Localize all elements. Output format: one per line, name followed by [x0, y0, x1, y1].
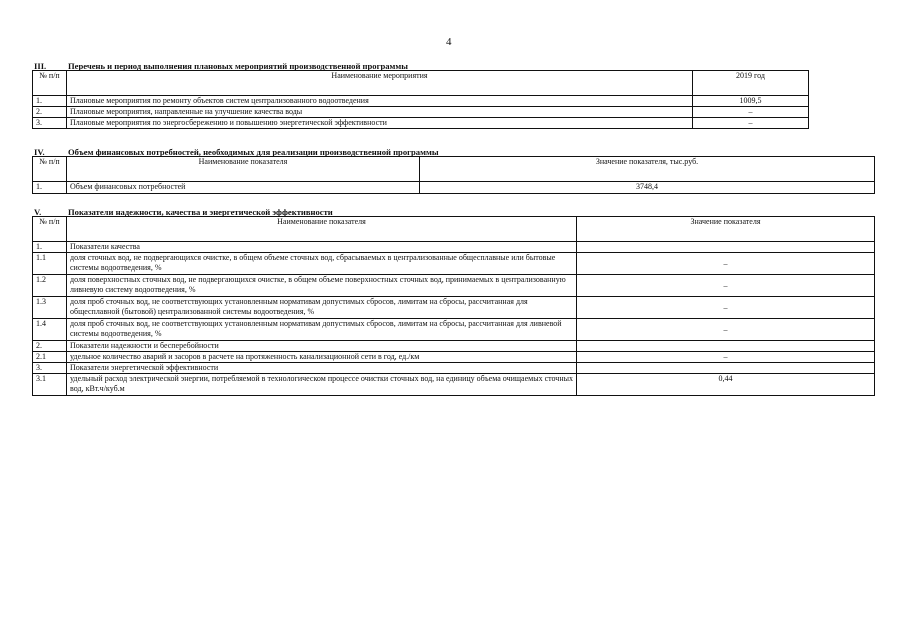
table-row: [33, 297, 875, 319]
section-5-table: [32, 216, 875, 396]
section-5-number: V.: [34, 207, 42, 217]
table-row: [33, 363, 875, 374]
header-num: № п/п: [33, 157, 67, 182]
table-row: [33, 374, 875, 396]
row-name: доля поверхностных сточных вод, не подвергающихся очистке, в общем объеме поверхностных сточных вод, принимаемых в централизованную ливневую систему водоотведения, %: [67, 275, 577, 297]
header-value: Значение показателя, тыс.руб.: [420, 157, 875, 182]
row-name: Показатели энергетической эффективности: [67, 363, 577, 374]
section-4-title-text: Объем финансовых потребностей, необходимых для реализации производственной программы: [68, 147, 439, 157]
row-value: [577, 363, 875, 374]
section-5-title-text: Показатели надежности, качества и энергетической эффективности: [68, 207, 333, 217]
row-name: Показатели надежности и бесперебойности: [67, 341, 577, 352]
header-year: 2019 год: [693, 71, 809, 96]
row-name: доля проб сточных вод, не соответствующих установленным нормативам допустимых сбросов, лимитам на сбросы, рассчитанная для общесплавной (бытовой) централизованной системы водоотведения, %: [67, 297, 577, 319]
table-row: [33, 275, 875, 297]
page-number: 4: [446, 36, 452, 48]
section-3-title-text: Перечень и период выполнения плановых мероприятий производственной программы: [68, 61, 408, 71]
row-value: 3748,4: [420, 182, 875, 194]
row-value: –: [577, 352, 875, 363]
row-num: 1.: [33, 96, 67, 107]
row-value: 0,44: [577, 374, 875, 396]
section-3-table: [32, 70, 809, 129]
row-name: Показатели качества: [67, 242, 577, 253]
table-row: [33, 352, 875, 363]
header-name: Наименование мероприятия: [67, 71, 693, 96]
section-4-table: [32, 156, 875, 194]
row-name: Плановые мероприятия по ремонту объектов систем централизованного водоотведения: [67, 96, 693, 107]
row-value: 1009,5: [693, 96, 809, 107]
header-name: Наименование показателя: [67, 157, 420, 182]
row-value: –: [577, 275, 875, 297]
row-value: –: [693, 107, 809, 118]
row-num: 2.1: [33, 352, 67, 363]
row-num: 2.: [33, 107, 67, 118]
row-num: 1.2: [33, 275, 67, 297]
row-name: доля сточных вод, не подвергающихся очистке, в общем объеме сточных вод, сбрасываемых в централизованные общесплавные или бытовые системы водоотведения, %: [67, 253, 577, 275]
table-row: [33, 118, 809, 129]
table-header-row: [33, 71, 809, 96]
row-value: –: [577, 297, 875, 319]
row-name: Плановые мероприятия, направленные на улучшение качества воды: [67, 107, 693, 118]
row-num: 1.: [33, 242, 67, 253]
table-header-row: [33, 217, 875, 242]
row-name: удельное количество аварий и засоров в расчете на протяженность канализационной сети в год, ед./км: [67, 352, 577, 363]
row-name: Объем финансовых потребностей: [67, 182, 420, 194]
header-value: Значение показателя: [577, 217, 875, 242]
table-row: [33, 242, 875, 253]
header-num: № п/п: [33, 217, 67, 242]
row-value: –: [577, 319, 875, 341]
row-num: 3.: [33, 363, 67, 374]
row-name: удельный расход электрической энергии, потребляемой в технологическом процессе очистки сточных вод, на единицу объема очищаемых сточных вод, кВт.ч/куб.м: [67, 374, 577, 396]
row-num: 1.3: [33, 297, 67, 319]
row-name: Плановые мероприятия по энергосбережению и повышению энергетической эффективности: [67, 118, 693, 129]
row-num: 1.4: [33, 319, 67, 341]
table-row: [33, 253, 875, 275]
row-value: [577, 341, 875, 352]
header-num: № п/п: [33, 71, 67, 96]
row-value: [577, 242, 875, 253]
row-value: –: [577, 253, 875, 275]
row-name: доля проб сточных вод, не соответствующих установленным нормативам допустимых сбросов, лимитам на сбросы, рассчитанная для ливневой системы водоотведения, %: [67, 319, 577, 341]
row-num: 3.1: [33, 374, 67, 396]
table-header-row: [33, 157, 875, 182]
row-num: 2.: [33, 341, 67, 352]
table-row: [33, 319, 875, 341]
section-4-number: IV.: [34, 147, 45, 157]
header-name: Наименование показателя: [67, 217, 577, 242]
row-num: 1.1: [33, 253, 67, 275]
table-row: [33, 96, 809, 107]
row-num: 1.: [33, 182, 67, 194]
table-row: [33, 341, 875, 352]
row-num: 3.: [33, 118, 67, 129]
table-row: [33, 107, 809, 118]
row-value: –: [693, 118, 809, 129]
table-row: [33, 182, 875, 194]
section-3-number: III.: [34, 61, 47, 71]
